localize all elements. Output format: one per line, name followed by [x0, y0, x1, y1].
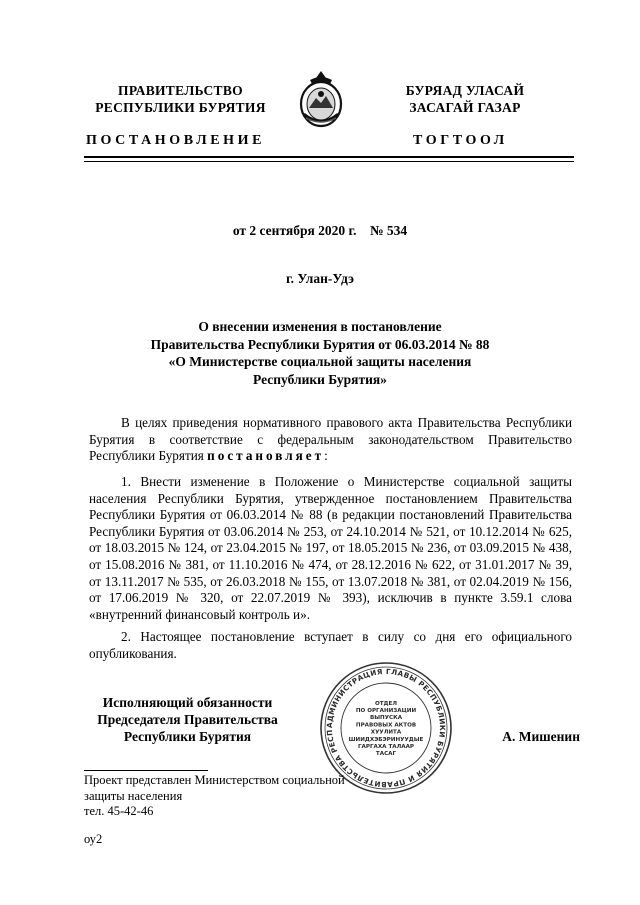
- signature-line2: Председателя Правительства: [97, 712, 278, 727]
- seal-center-line: ПРАВОВЫХ АКТОВ: [355, 722, 417, 729]
- intro-decree-word: постановляет: [207, 448, 325, 464]
- header-right-line2: ЗАСАГАЙ ГАЗАР: [409, 100, 521, 115]
- item-1-paragraph: 1. Внести изменение в Положение о Министерстве социальной защиты населения Республики Бурятия, утвержденное постановлением Правительства Республики Бурятия от 06.03.2014 № 88 (в редакции постановлений Правительства Республики Бурятия от 03.06.2014 № 253, от 24.10.2014 № 521, от 10.12.2014 № 625, от 18.03.2015 № 124, от 23.04.2015 № 197, от 18.05.2015 № 236, от 03.09.2015 № 438, от 15.08.2016 № 381, от 11.10.2016 № 474, от 28.12.2016 № 622, от 31.01.2017 № 39, от 13.11.2017 № 535, от 26.03.2018 № 155, от 13.07.2018 № 381, от 02.04.2019 № 156, от 17.06.2019 № 320, от 22.07.2019 № 393), исключив в пункте 3.59.1 слова «внутренний финансовый контроль и».: [89, 474, 572, 622]
- footer-code: оу2: [84, 832, 103, 846]
- seal-center-line: ГАРГАХА ТАЛААР: [357, 744, 415, 750]
- svg-text:ОТДЕЛПО ОРГАНИЗАЦИИВЫПУСКАПРАВ: [349, 701, 424, 757]
- signature-line3: Республики Бурятия: [123, 729, 252, 744]
- header-divider-thin: [84, 161, 574, 162]
- doc-type-right: ТОГТООЛ: [413, 133, 508, 148]
- header-divider: [84, 156, 574, 158]
- title-line1: О внесении изменения в постановление: [198, 319, 442, 334]
- header-left-line1: ПРАВИТЕЛЬСТВО: [118, 83, 243, 98]
- intro-paragraph: [89, 415, 572, 465]
- title-line4: Республики Бурятия»: [253, 371, 387, 387]
- footer-line1: Проект представлен Министерством социальной: [84, 773, 345, 787]
- city: г. Улан-Удэ: [286, 271, 354, 286]
- footer-divider: [84, 770, 208, 771]
- footer-note: [84, 773, 384, 820]
- header-left-line2: РЕСПУБЛИКИ БУРЯТИЯ: [95, 100, 266, 115]
- footer-line3: тел. 45-42-46: [84, 804, 154, 818]
- title-line2: Правительства Республики Бурятия от 06.03.2014 № 88: [150, 336, 490, 352]
- seal-center-line: ТАСАГ: [375, 751, 397, 758]
- seal-center-line: ХУУЛИТА: [370, 729, 402, 736]
- footer-line2: защиты населения: [84, 788, 183, 803]
- document-title: [0, 318, 640, 388]
- item-2-paragraph: 2. Настоящее постановление вступает в силу со дня его официального опубликования.: [89, 629, 572, 661]
- signature-line1: Исполняющий обязанности: [102, 695, 273, 710]
- header-right-line1: БУРЯАД УЛАСАЙ: [405, 83, 525, 98]
- intro-colon: :: [324, 448, 328, 464]
- title-line3: «О Министерстве социальной защиты населения: [168, 354, 472, 369]
- seal-center-line: ШИИДХЭБЭРИНУУДЫЕ: [348, 736, 424, 743]
- seal-ring-text: АДМИНИСТРАЦИЯ ГЛАВЫ РЕСПУБЛИКИ БУРЯТИЯ И ПРАВИТЕЛЬСТВА РЕСП: [324, 666, 448, 790]
- seal-center-line: ПО ОРГАНИЗАЦИИ: [355, 708, 417, 714]
- signer-name: А. Мишенин: [502, 729, 580, 744]
- coat-of-arms-icon: [296, 68, 346, 130]
- header-left: [78, 82, 283, 116]
- seal-center-line: ВЫПУСКА: [369, 715, 403, 722]
- seal-center-line: ОТДЕЛ: [374, 700, 398, 707]
- header-right: [370, 82, 560, 116]
- doc-type-left: ПОСТАНОВЛЕНИЕ: [86, 133, 266, 148]
- intro-text: В целях приведения нормативного правового акта Правительства Республики Бурятия в соответствие с федеральным законодательством Правительство Республики Бурятия: [89, 415, 572, 464]
- signature-position: [80, 694, 295, 745]
- date-number: от 2 сентября 2020 г. № 534: [232, 223, 408, 238]
